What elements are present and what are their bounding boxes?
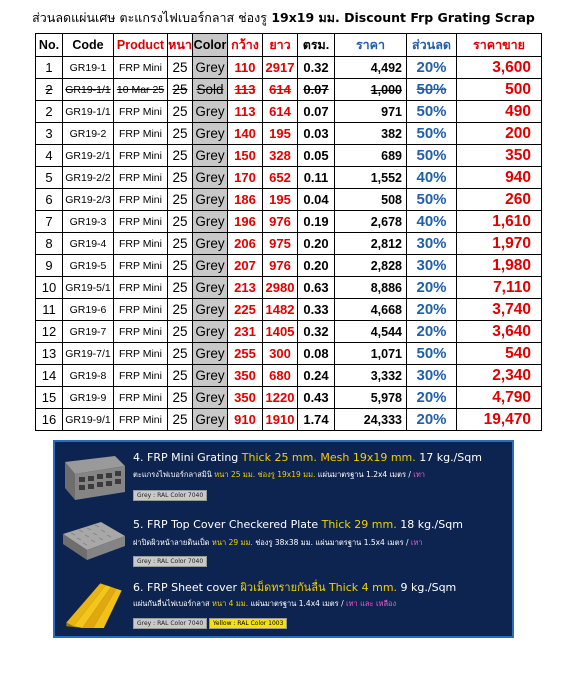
area-sqm: 0.07: [298, 79, 335, 101]
row-number: 8: [36, 233, 63, 255]
product-name: FRP Mini: [114, 299, 168, 321]
list-price: 382: [335, 123, 407, 145]
sheet-cover-subtitle: [133, 598, 396, 610]
header-color: Color: [193, 34, 228, 57]
table-row: [36, 167, 542, 189]
product-name: FRP Mini: [114, 211, 168, 233]
thickness: 25: [168, 167, 193, 189]
length-mm: 975: [263, 233, 298, 255]
mini-grating-weight: 17 kg./Sqm: [419, 451, 482, 464]
discount-percent: 50%: [407, 123, 457, 145]
area-sqm: 0.32: [298, 57, 335, 79]
discount-percent: 30%: [407, 255, 457, 277]
width-mm: 113: [228, 79, 263, 101]
list-price: 4,544: [335, 321, 407, 343]
list-price: 4,492: [335, 57, 407, 79]
area-sqm: 0.07: [298, 101, 335, 123]
area-sqm: 0.19: [298, 211, 335, 233]
table-row: [36, 255, 542, 277]
product-name: FRP Mini: [114, 277, 168, 299]
sale-price: 2,340: [457, 365, 542, 387]
thickness: 25: [168, 255, 193, 277]
sale-price: 3,640: [457, 321, 542, 343]
top-cover-image: [61, 516, 127, 566]
length-mm: 976: [263, 211, 298, 233]
banner-item-mini-grating: [55, 448, 512, 510]
width-mm: 255: [228, 343, 263, 365]
area-sqm: 0.03: [298, 123, 335, 145]
item-code: GR19-9/1: [63, 409, 114, 431]
product-name: FRP Mini: [114, 321, 168, 343]
width-mm: 910: [228, 409, 263, 431]
table-row: [36, 79, 542, 101]
length-mm: 1910: [263, 409, 298, 431]
thickness: 25: [168, 211, 193, 233]
length-mm: 2980: [263, 277, 298, 299]
row-number: 16: [36, 409, 63, 431]
sheet-cover-image: [61, 578, 127, 628]
item-code: GR19-7: [63, 321, 114, 343]
sale-price: 350: [457, 145, 542, 167]
yellow-color-tag: Yellow : RAL Color 1003: [209, 618, 287, 629]
thickness: 25: [168, 365, 193, 387]
sheet-cover-spec: ผิวเม็ดทรายกันลื่น Thick 4 mm.: [240, 581, 398, 594]
row-number: 3: [36, 123, 63, 145]
scrap-price-table: [35, 33, 542, 431]
color-cell: Grey: [193, 167, 228, 189]
width-mm: 140: [228, 123, 263, 145]
thickness: 25: [168, 123, 193, 145]
length-mm: 2917: [263, 57, 298, 79]
product-name: FRP Mini: [114, 409, 168, 431]
thickness: 25: [168, 387, 193, 409]
thickness: 25: [168, 409, 193, 431]
top-cover-thai-spec: หนา 29 มม.: [211, 538, 253, 547]
color-cell: Grey: [193, 101, 228, 123]
row-number: 9: [36, 255, 63, 277]
length-mm: 195: [263, 189, 298, 211]
length-mm: 614: [263, 79, 298, 101]
sale-price: 3,740: [457, 299, 542, 321]
width-mm: 150: [228, 145, 263, 167]
mini-grating-thai-name: ตะแกรงไฟเบอร์กลาสมินิ: [133, 470, 212, 479]
table-row: [36, 299, 542, 321]
product-name: FRP Mini: [114, 167, 168, 189]
sale-price: 940: [457, 167, 542, 189]
area-sqm: 0.11: [298, 167, 335, 189]
sheet-cover-weight: 9 kg./Sqm: [400, 581, 457, 594]
row-number: 7: [36, 211, 63, 233]
top-cover-thai-color: เทา: [410, 538, 423, 547]
item-code: GR19-9: [63, 387, 114, 409]
sale-price: 1,970: [457, 233, 542, 255]
product-name: FRP Mini: [114, 233, 168, 255]
row-number: 11: [36, 299, 63, 321]
item-code: GR19-2: [63, 123, 114, 145]
area-sqm: 0.43: [298, 387, 335, 409]
mini-grating-thai-spec: หนา 25 มม. ช่องรู 19x19 มม.: [214, 470, 316, 479]
product-name: FRP Mini: [114, 255, 168, 277]
length-mm: 1405: [263, 321, 298, 343]
color-cell: Grey: [193, 409, 228, 431]
item-code: GR19-7/1: [63, 343, 114, 365]
banner-item-top-cover: [55, 512, 512, 574]
product-name: FRP Mini: [114, 101, 168, 123]
discount-percent: 30%: [407, 233, 457, 255]
table-row: [36, 365, 542, 387]
item-code: GR19-2/3: [63, 189, 114, 211]
item-code: GR19-8: [63, 365, 114, 387]
sheet-cover-title: 6. FRP Sheet cover: [133, 581, 237, 594]
header-code: Code: [63, 34, 114, 57]
discount-percent: 20%: [407, 277, 457, 299]
mini-grating-thai-color: เทา: [413, 470, 426, 479]
sale-price: 540: [457, 343, 542, 365]
discount-percent: 20%: [407, 299, 457, 321]
item-code: GR19-1: [63, 57, 114, 79]
length-mm: 328: [263, 145, 298, 167]
width-mm: 170: [228, 167, 263, 189]
mini-grating-spec: Thick 25 mm. Mesh 19x19 mm.: [241, 451, 416, 464]
row-number: 4: [36, 145, 63, 167]
sale-price: 3,600: [457, 57, 542, 79]
list-price: 5,978: [335, 387, 407, 409]
width-mm: 186: [228, 189, 263, 211]
color-cell: Grey: [193, 233, 228, 255]
header-thickness: หนา: [168, 34, 193, 57]
area-sqm: 0.04: [298, 189, 335, 211]
item-code: GR19-5: [63, 255, 114, 277]
list-price: 4,668: [335, 299, 407, 321]
item-code: GR19-1/1: [63, 79, 114, 101]
width-mm: 206: [228, 233, 263, 255]
area-sqm: 0.63: [298, 277, 335, 299]
sale-price: 200: [457, 123, 542, 145]
color-cell: Sold: [193, 79, 228, 101]
item-code: GR19-1/1: [63, 101, 114, 123]
item-code: GR19-4: [63, 233, 114, 255]
width-mm: 231: [228, 321, 263, 343]
length-mm: 1220: [263, 387, 298, 409]
header-product: Product: [114, 34, 168, 57]
discount-percent: 50%: [407, 101, 457, 123]
color-cell: Grey: [193, 321, 228, 343]
width-mm: 350: [228, 387, 263, 409]
list-price: 2,828: [335, 255, 407, 277]
table-row: [36, 233, 542, 255]
page-title: [0, 8, 567, 28]
list-price: 24,333: [335, 409, 407, 431]
grey-color-tag: Grey : RAL Color 7040: [133, 556, 207, 567]
sale-price: 260: [457, 189, 542, 211]
area-sqm: 1.74: [298, 409, 335, 431]
color-cell: Grey: [193, 277, 228, 299]
mini-grating-title: 4. FRP Mini Grating: [133, 451, 239, 464]
row-number: 12: [36, 321, 63, 343]
length-mm: 300: [263, 343, 298, 365]
item-code: GR19-5/1: [63, 277, 114, 299]
mini-grating-thai-size: แผ่นมาตรฐาน 1.2x4 เมตร /: [317, 470, 411, 479]
sheet-cover-thai-spec: หนา 4 มม.: [212, 599, 249, 608]
area-sqm: 0.33: [298, 299, 335, 321]
sale-price: 490: [457, 101, 542, 123]
width-mm: 207: [228, 255, 263, 277]
sheet-cover-thai-color: เทา และ เหลือง: [346, 599, 397, 608]
table-row: [36, 145, 542, 167]
top-cover-thai-size: ช่องรู 38x38 มม. แผ่นมาตรฐาน 1.5x4 เมตร /: [255, 538, 409, 547]
length-mm: 195: [263, 123, 298, 145]
item-code: GR19-2/2: [63, 167, 114, 189]
discount-percent: 50%: [407, 189, 457, 211]
length-mm: 1482: [263, 299, 298, 321]
width-mm: 225: [228, 299, 263, 321]
table-row: [36, 321, 542, 343]
thickness: 25: [168, 189, 193, 211]
top-cover-thai-name: ฝาปิดผิวหน้าลายดินเป็ด: [133, 538, 210, 547]
product-name: FRP Mini: [114, 123, 168, 145]
list-price: 8,886: [335, 277, 407, 299]
table-row: [36, 211, 542, 233]
thickness: 25: [168, 145, 193, 167]
table-row: [36, 343, 542, 365]
width-mm: 113: [228, 101, 263, 123]
area-sqm: 0.24: [298, 365, 335, 387]
table-row: [36, 387, 542, 409]
sale-price: 1,980: [457, 255, 542, 277]
discount-percent: 50%: [407, 343, 457, 365]
area-sqm: 0.32: [298, 321, 335, 343]
thickness: 25: [168, 299, 193, 321]
sheet-cover-thai-name: แผ่นกันลื่นไฟเบอร์กลาส: [133, 599, 210, 608]
discount-percent: 50%: [407, 79, 457, 101]
product-name: FRP Mini: [114, 145, 168, 167]
list-price: 1,071: [335, 343, 407, 365]
color-cell: Grey: [193, 255, 228, 277]
mini-grating-heading: [133, 451, 482, 464]
thickness: 25: [168, 79, 193, 101]
mini-grating-subtitle: [133, 469, 425, 481]
thickness: 25: [168, 321, 193, 343]
list-price: 508: [335, 189, 407, 211]
discount-percent: 30%: [407, 365, 457, 387]
table-row: [36, 123, 542, 145]
discount-percent: 40%: [407, 211, 457, 233]
sale-price: 19,470: [457, 409, 542, 431]
item-code: GR19-2/1: [63, 145, 114, 167]
area-sqm: 0.05: [298, 145, 335, 167]
title-rest: 19x19 มม. Discount Frp Grating Scrap: [271, 10, 535, 25]
thickness: 25: [168, 343, 193, 365]
header-width: กว้าง: [228, 34, 263, 57]
discount-percent: 20%: [407, 387, 457, 409]
sheet-cover-heading: [133, 578, 456, 596]
header-price: ราคา: [335, 34, 407, 57]
sale-price: 7,110: [457, 277, 542, 299]
product-name: FRP Mini: [114, 365, 168, 387]
discount-percent: 20%: [407, 409, 457, 431]
top-cover-heading: [133, 518, 463, 531]
grey-color-tag: Grey : RAL Color 7040: [133, 490, 207, 501]
table-row: [36, 409, 542, 431]
sheet-cover-thai-size: แผ่นมาตรฐาน 1.4x4 เมตร /: [250, 599, 344, 608]
header-discount: ส่วนลด: [407, 34, 457, 57]
mini-grating-image: [61, 452, 127, 502]
list-price: 689: [335, 145, 407, 167]
title-thai: ส่วนลดแผ่นเศษ ตะแกรงไฟเบอร์กลาส ช่องรู: [32, 10, 267, 25]
row-number: 2: [36, 79, 63, 101]
color-cell: Grey: [193, 189, 228, 211]
color-cell: Grey: [193, 123, 228, 145]
list-price: 3,332: [335, 365, 407, 387]
grey-color-tag: Grey : RAL Color 7040: [133, 618, 207, 629]
list-price: 1,552: [335, 167, 407, 189]
width-mm: 110: [228, 57, 263, 79]
discount-percent: 40%: [407, 167, 457, 189]
row-number: 15: [36, 387, 63, 409]
product-banner: [53, 440, 514, 638]
width-mm: 350: [228, 365, 263, 387]
header-no: No.: [36, 34, 63, 57]
row-number: 10: [36, 277, 63, 299]
discount-percent: 20%: [407, 57, 457, 79]
top-cover-weight: 18 kg./Sqm: [400, 518, 463, 531]
table-row: [36, 101, 542, 123]
item-code: GR19-6: [63, 299, 114, 321]
sale-price: 500: [457, 79, 542, 101]
item-code: GR19-3: [63, 211, 114, 233]
discount-percent: 20%: [407, 321, 457, 343]
thickness: 25: [168, 277, 193, 299]
table-header-row: [36, 34, 542, 57]
header-length: ยาว: [263, 34, 298, 57]
row-number: 1: [36, 57, 63, 79]
color-cell: Grey: [193, 299, 228, 321]
area-sqm: 0.08: [298, 343, 335, 365]
top-cover-spec: Thick 29 mm.: [321, 518, 397, 531]
color-cell: Grey: [193, 343, 228, 365]
list-price: 2,678: [335, 211, 407, 233]
table-row: [36, 277, 542, 299]
list-price: 2,812: [335, 233, 407, 255]
product-name: FRP Mini: [114, 57, 168, 79]
length-mm: 614: [263, 101, 298, 123]
length-mm: 976: [263, 255, 298, 277]
sale-price: 1,610: [457, 211, 542, 233]
thickness: 25: [168, 233, 193, 255]
table-row: [36, 57, 542, 79]
list-price: 971: [335, 101, 407, 123]
row-number: 14: [36, 365, 63, 387]
color-cell: Grey: [193, 145, 228, 167]
length-mm: 652: [263, 167, 298, 189]
top-cover-title: 5. FRP Top Cover Checkered Plate: [133, 518, 319, 531]
top-cover-subtitle: [133, 537, 423, 549]
table-row: [36, 189, 542, 211]
width-mm: 213: [228, 277, 263, 299]
sale-price: 4,790: [457, 387, 542, 409]
banner-item-sheet-cover: [55, 572, 512, 634]
product-name: FRP Mini: [114, 343, 168, 365]
product-name: FRP Mini: [114, 387, 168, 409]
thickness: 25: [168, 101, 193, 123]
thickness: 25: [168, 57, 193, 79]
discount-percent: 50%: [407, 145, 457, 167]
list-price: 1,000: [335, 79, 407, 101]
row-number: 5: [36, 167, 63, 189]
row-number: 2: [36, 101, 63, 123]
area-sqm: 0.20: [298, 255, 335, 277]
header-sale-price: ราคาขาย: [457, 34, 542, 57]
color-cell: Grey: [193, 387, 228, 409]
row-number: 6: [36, 189, 63, 211]
length-mm: 680: [263, 365, 298, 387]
color-cell: Grey: [193, 211, 228, 233]
color-cell: Grey: [193, 57, 228, 79]
width-mm: 196: [228, 211, 263, 233]
product-name: 10 Mar 25: [114, 79, 168, 101]
row-number: 13: [36, 343, 63, 365]
area-sqm: 0.20: [298, 233, 335, 255]
product-name: FRP Mini: [114, 189, 168, 211]
color-cell: Grey: [193, 365, 228, 387]
header-area: ตรม.: [298, 34, 335, 57]
